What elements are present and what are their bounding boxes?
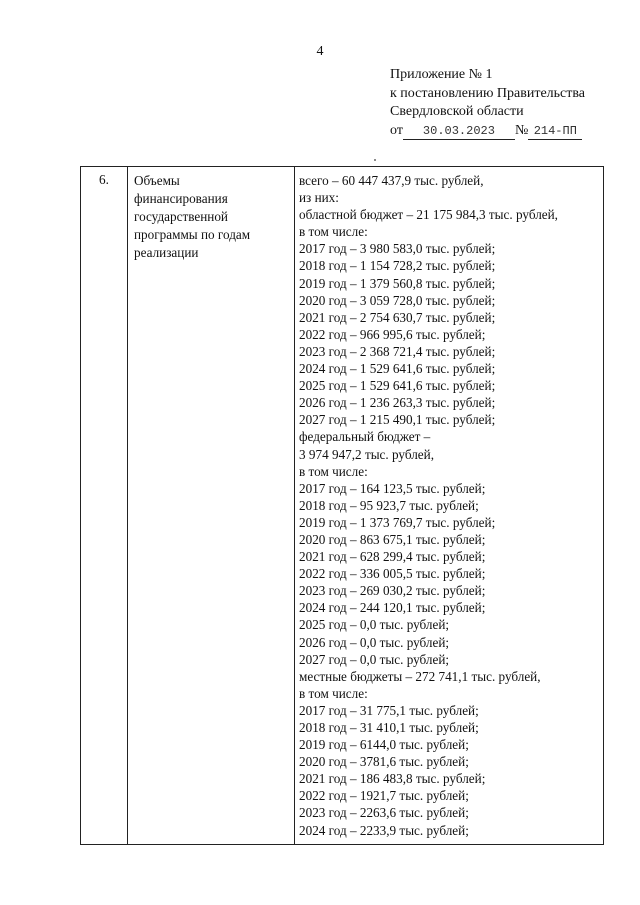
label-line: реализации — [134, 245, 199, 260]
value-line: 2020 год – 863 675,1 тыс. рублей; — [299, 531, 486, 547]
value-line: местные бюджеты – 272 741,1 тыс. рублей, — [299, 668, 541, 684]
value-line: 2017 год – 3 980 583,0 тыс. рублей; — [299, 241, 496, 257]
value-line: из них: — [299, 190, 339, 206]
value-line: федеральный бюджет – — [299, 429, 431, 445]
label-cell — [128, 167, 295, 845]
value-line: 2017 год – 164 123,5 тыс. рублей; — [299, 480, 486, 496]
value-line: 2022 год – 1921,7 тыс. рублей; — [299, 788, 469, 804]
value-line: 2018 год – 1 154 728,2 тыс. рублей; — [299, 258, 496, 274]
value-line: 2022 год – 966 995,6 тыс. рублей; — [299, 326, 486, 342]
value-line: 2024 год – 244 120,1 тыс. рублей; — [299, 600, 486, 616]
value-line: в том числе: — [299, 224, 368, 240]
financing-table — [80, 166, 604, 845]
page-number: 4 — [316, 44, 324, 59]
value-line: 2019 год – 6144,0 тыс. рублей; — [299, 737, 469, 753]
label-line: финансирования — [134, 191, 228, 206]
value-line: в том числе: — [299, 685, 368, 701]
number-label: № — [514, 122, 529, 138]
value-line: 2018 год – 31 410,1 тыс. рублей; — [299, 720, 479, 735]
values-cell — [295, 167, 604, 845]
resolution-date: 30.03.2023 — [403, 124, 515, 140]
value-line: 2025 год – 0,0 тыс. рублей; — [299, 617, 450, 633]
resolution-date-number — [390, 122, 630, 141]
value-line: 2021 год – 2 754 630,7 тыс. рублей; — [299, 309, 496, 325]
value-line: 2023 год – 269 030,2 тыс. рублей; — [299, 583, 486, 599]
value-line: 2026 год – 0,0 тыс. рублей; — [299, 634, 450, 650]
value-line: 2025 год – 1 529 641,6 тыс. рублей; — [299, 378, 496, 394]
value-line: 2021 год – 628 299,4 тыс. рублей; — [299, 549, 486, 565]
label-lines — [134, 172, 294, 262]
value-line: 2023 год – 2 368 721,4 тыс. рублей; — [299, 343, 496, 359]
value-line: 2021 год – 186 483,8 тыс. рублей; — [299, 771, 486, 787]
resolution-reference: к постановлению Правительства — [390, 85, 586, 101]
label-line: государственной — [134, 209, 228, 224]
value-line: 2019 год – 1 373 769,7 тыс. рублей; — [299, 514, 496, 530]
resolution-number: 214-ПП — [528, 124, 582, 140]
value-line: 2017 год – 31 775,1 тыс. рублей; — [299, 702, 479, 718]
value-line: всего – 60 447 437,9 тыс. рублей, — [299, 173, 484, 188]
value-line: 2019 год – 1 379 560,8 тыс. рублей; — [299, 275, 496, 291]
from-label: от — [390, 122, 403, 138]
value-line: 2026 год – 1 236 263,3 тыс. рублей; — [299, 395, 496, 411]
table-row — [81, 167, 604, 845]
value-line: 2024 год – 2233,9 тыс. рублей; — [299, 822, 469, 838]
value-line: 2023 год – 2263,6 тыс. рублей; — [299, 805, 469, 821]
value-line: 2020 год – 3 059 728,0 тыс. рублей; — [299, 292, 496, 308]
value-line: 2024 год – 1 529 641,6 тыс. рублей; — [299, 361, 496, 377]
financing-values-list — [299, 172, 603, 839]
row-number-cell — [81, 167, 128, 845]
value-line: 2020 год – 3781,6 тыс. рублей; — [299, 754, 469, 770]
value-line: 3 974 947,2 тыс. рублей, — [299, 446, 435, 462]
value-line: 2027 год – 1 215 490,1 тыс. рублей; — [299, 412, 496, 428]
value-line: в том числе: — [299, 463, 368, 479]
appendix-header — [390, 66, 630, 140]
value-line: 2022 год – 336 005,5 тыс. рублей; — [299, 566, 486, 582]
label-line: Объемы — [134, 173, 180, 188]
row-number: 6. — [99, 172, 109, 187]
region-name: Свердловской области — [390, 104, 524, 119]
label-line: программы по годам — [134, 227, 251, 242]
value-line: 2018 год – 95 923,7 тыс. рублей; — [299, 497, 479, 513]
scan-speck — [374, 159, 376, 161]
value-line: областной бюджет – 21 175 984,3 тыс. рублей, — [299, 207, 558, 223]
appendix-title: Приложение № 1 — [390, 67, 493, 82]
value-line: 2027 год – 0,0 тыс. рублей; — [299, 651, 450, 667]
